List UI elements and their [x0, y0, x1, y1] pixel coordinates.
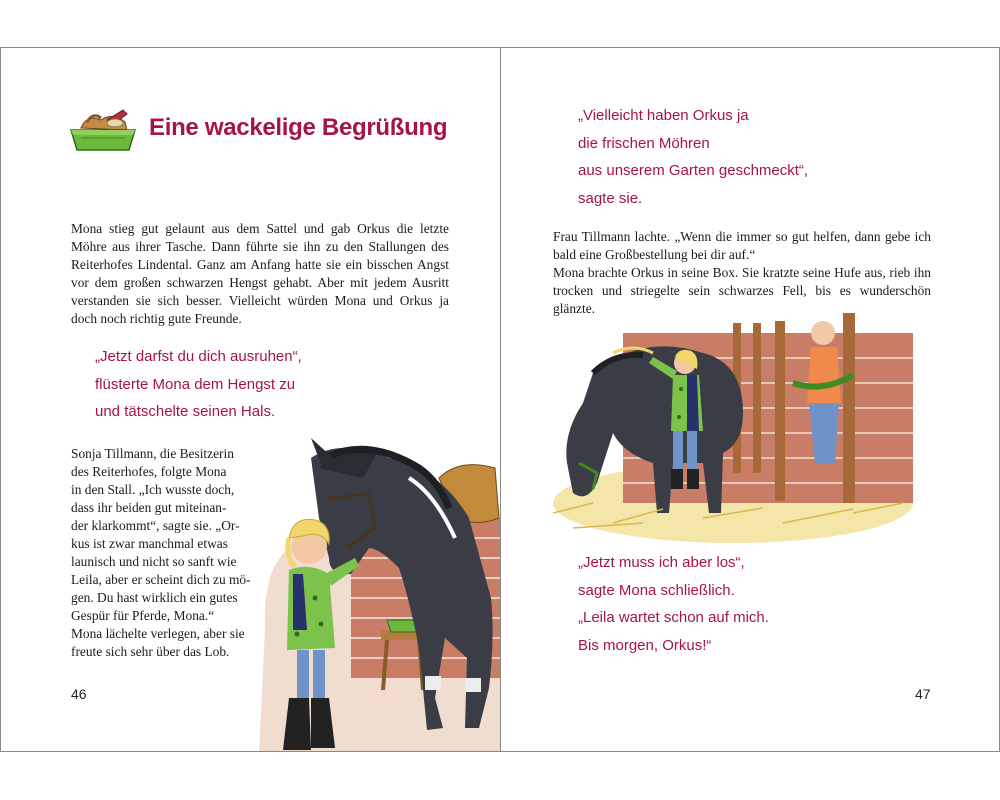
paragraph-line: Frau Tillmann lachte. „Wenn die immer so gut helfen, dann gebe ich: [553, 229, 931, 244]
paragraph-line: bald eine Großbestellung bei dir auf.“: [553, 247, 756, 262]
page-number-right: 47: [915, 686, 931, 702]
quote-line: und tätschelte seinen Hals.: [95, 403, 276, 420]
paragraph-line: doch noch richtig gute Freunde.: [71, 311, 242, 326]
girl-petting-black-horse-illustration: [259, 398, 501, 752]
quote-line: „Vielleicht haben Orkus ja: [578, 107, 749, 124]
paragraph-line: Reiterhofes Lindental. Ganz am Anfang hatte sie ein bisschen Angst: [71, 257, 449, 272]
quote-line: sagte sie.: [578, 189, 643, 207]
right-page: [500, 47, 1000, 752]
paragraph-line: Leila, aber er scheint dich zu mö-: [71, 572, 251, 587]
quote-line: „Jetzt darfst du dich ausruhen“,: [95, 348, 302, 365]
quote-line: die frischen Möhren: [578, 134, 710, 152]
paragraph-line: in den Stall. „Ich wusste doch,: [71, 482, 235, 497]
paragraph-line: Möhre aus ihrer Tasche. Dann führte sie ihn zu den Stallungen des: [71, 239, 449, 254]
paragraph-line: freute sich sehr über das Lob.: [71, 644, 230, 659]
paragraph-line: trocken und striegelte sein schwarzes Fell, bis es wunderschön glänzte.: [553, 283, 931, 316]
paragraph-line: dass ihr beiden gut miteinan-: [71, 500, 227, 515]
quote-line: „Leila wartet schon auf mich.: [578, 609, 769, 626]
paragraph-line: gen. Du hast wirklich ein gutes: [71, 590, 238, 605]
paragraph-2: [71, 445, 251, 661]
paragraph-line: Gespür für Pferde, Mona.“: [71, 608, 215, 623]
quote-block-right-top: [578, 102, 808, 212]
quote-line: aus unserem Garten geschmeckt“,: [578, 162, 809, 179]
quote-line: „Jetzt muss ich aber los“,: [578, 554, 745, 571]
quote-block-right-bottom: [578, 549, 769, 659]
paragraph-line: Mona lächelte verlegen, aber sie: [71, 626, 245, 641]
quote-line: flüsterte Mona dem Hengst zu: [95, 375, 296, 393]
paragraph-line: Sonja Tillmann, die Besitzerin: [71, 446, 234, 461]
paragraph-line: der klarkommt“, sagte sie. „Or-: [71, 518, 240, 533]
paragraph-right: [553, 228, 931, 318]
paragraph-line: Mona stieg gut gelaunt aus dem Sattel und gab Orkus die letzte: [71, 221, 449, 236]
quote-line: sagte Mona schließlich.: [578, 581, 735, 599]
page-number-left: 46: [71, 686, 87, 702]
left-page: [0, 47, 501, 752]
quote-line: Bis morgen, Orkus!“: [578, 636, 712, 654]
paragraph-line: verstanden sie sich besser. Vielleicht würden Mona und Orkus ja: [71, 293, 449, 308]
chapter-title: Eine wackelige Begrüßung: [149, 114, 448, 141]
paragraph-line: des Reiterhofes, folgte Mona: [71, 464, 227, 479]
paragraph-1: [71, 220, 449, 328]
paragraph-line: Mona brachte Orkus in seine Box. Sie kratzte seine Hufe aus, rieb ihn: [553, 265, 931, 280]
paragraph-line: launisch und nicht so sanft wie: [71, 554, 237, 569]
girl-grooming-horse-in-stable-illustration: [553, 313, 913, 543]
book-spread: [0, 47, 1000, 752]
paragraph-line: kus ist zwar manchmal etwas: [71, 536, 228, 551]
paragraph-line: vor dem großen schwarzen Hengst gehabt. Aber mit jedem Ausritt: [71, 275, 449, 290]
basket-with-brushes-icon: [67, 108, 139, 156]
